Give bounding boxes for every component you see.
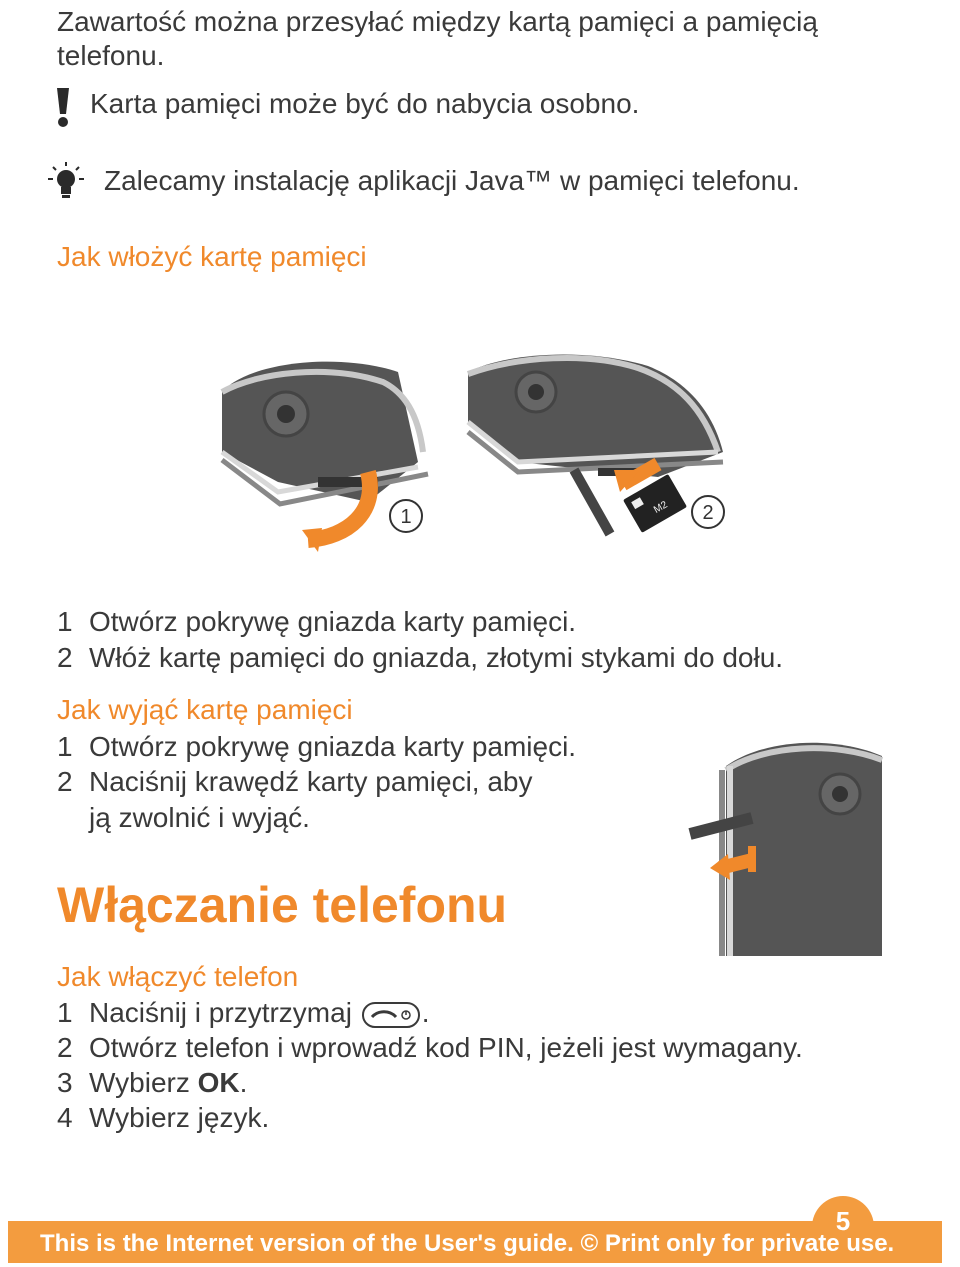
power-step-4 (57, 1102, 269, 1134)
step-text: Wybierz język. (89, 1102, 270, 1133)
lightbulb-icon (44, 160, 88, 204)
step-text-end: . (421, 997, 430, 1028)
insert-step-1 (57, 606, 576, 638)
remove-step-2 (57, 766, 533, 798)
step-number: 4 (57, 1102, 73, 1133)
step-number: 1 (57, 606, 73, 637)
callout-1: 1 (400, 506, 412, 528)
step-number: 1 (57, 731, 73, 762)
intro-line-2: telefonu. (57, 40, 165, 71)
step-text-end: . (239, 1067, 248, 1098)
section-title: Włączanie telefonu (57, 877, 508, 933)
power-step-1 (57, 997, 430, 1029)
step-text: Wybierz (89, 1067, 190, 1098)
power-on-heading: Jak włączyć telefon (57, 961, 299, 992)
power-step-3 (57, 1067, 247, 1099)
svg-text:M2: M2 (652, 499, 670, 516)
footer-notice: This is the Internet version of the User's guide. © Print only for private use. (40, 1230, 895, 1257)
ok-label: OK (197, 1067, 240, 1098)
step-number: 2 (57, 1032, 73, 1063)
step-number: 2 (57, 642, 73, 673)
exclamation-icon (52, 86, 74, 128)
remove-step-1 (57, 731, 576, 763)
step-number: 2 (57, 766, 73, 797)
page-number: 5 (835, 1206, 851, 1236)
remove-step-2-continued: ją zwolnić i wyjąć. (89, 802, 310, 833)
callout-2: 2 (702, 502, 714, 524)
step-text: Otwórz pokrywę gniazda karty pamięci. (89, 731, 577, 762)
warning-note: Karta pamięci może być do nabycia osobno. (90, 88, 640, 119)
end-call-power-key-icon (362, 1002, 420, 1028)
step-number: 3 (57, 1067, 73, 1098)
step-text: Otwórz pokrywę gniazda karty pamięci. (89, 606, 577, 637)
remove-card-illustration (686, 736, 886, 964)
insert-card-heading: Jak włożyć kartę pamięci (57, 241, 367, 272)
intro-line-1: Zawartość można przesyłać między kartą pamięci a pamięcią (57, 6, 818, 37)
step-text: Naciśnij krawędź karty pamięci, aby (89, 766, 533, 797)
step-text: Naciśnij i przytrzymaj (89, 997, 352, 1028)
insert-step-2 (57, 642, 783, 674)
step-number: 1 (57, 997, 73, 1028)
step-text: Włóż kartę pamięci do gniazda, złotymi stykami do dołu. (89, 642, 784, 673)
tip-note: Zalecamy instalację aplikacji Java™ w pamięci telefonu. (104, 165, 800, 196)
insert-card-illustration (218, 352, 758, 562)
remove-card-heading: Jak wyjąć kartę pamięci (57, 694, 353, 725)
power-step-2 (57, 1032, 803, 1064)
step-text: Otwórz telefon i wprowadź kod PIN, jeżeli jest wymagany. (89, 1032, 803, 1063)
